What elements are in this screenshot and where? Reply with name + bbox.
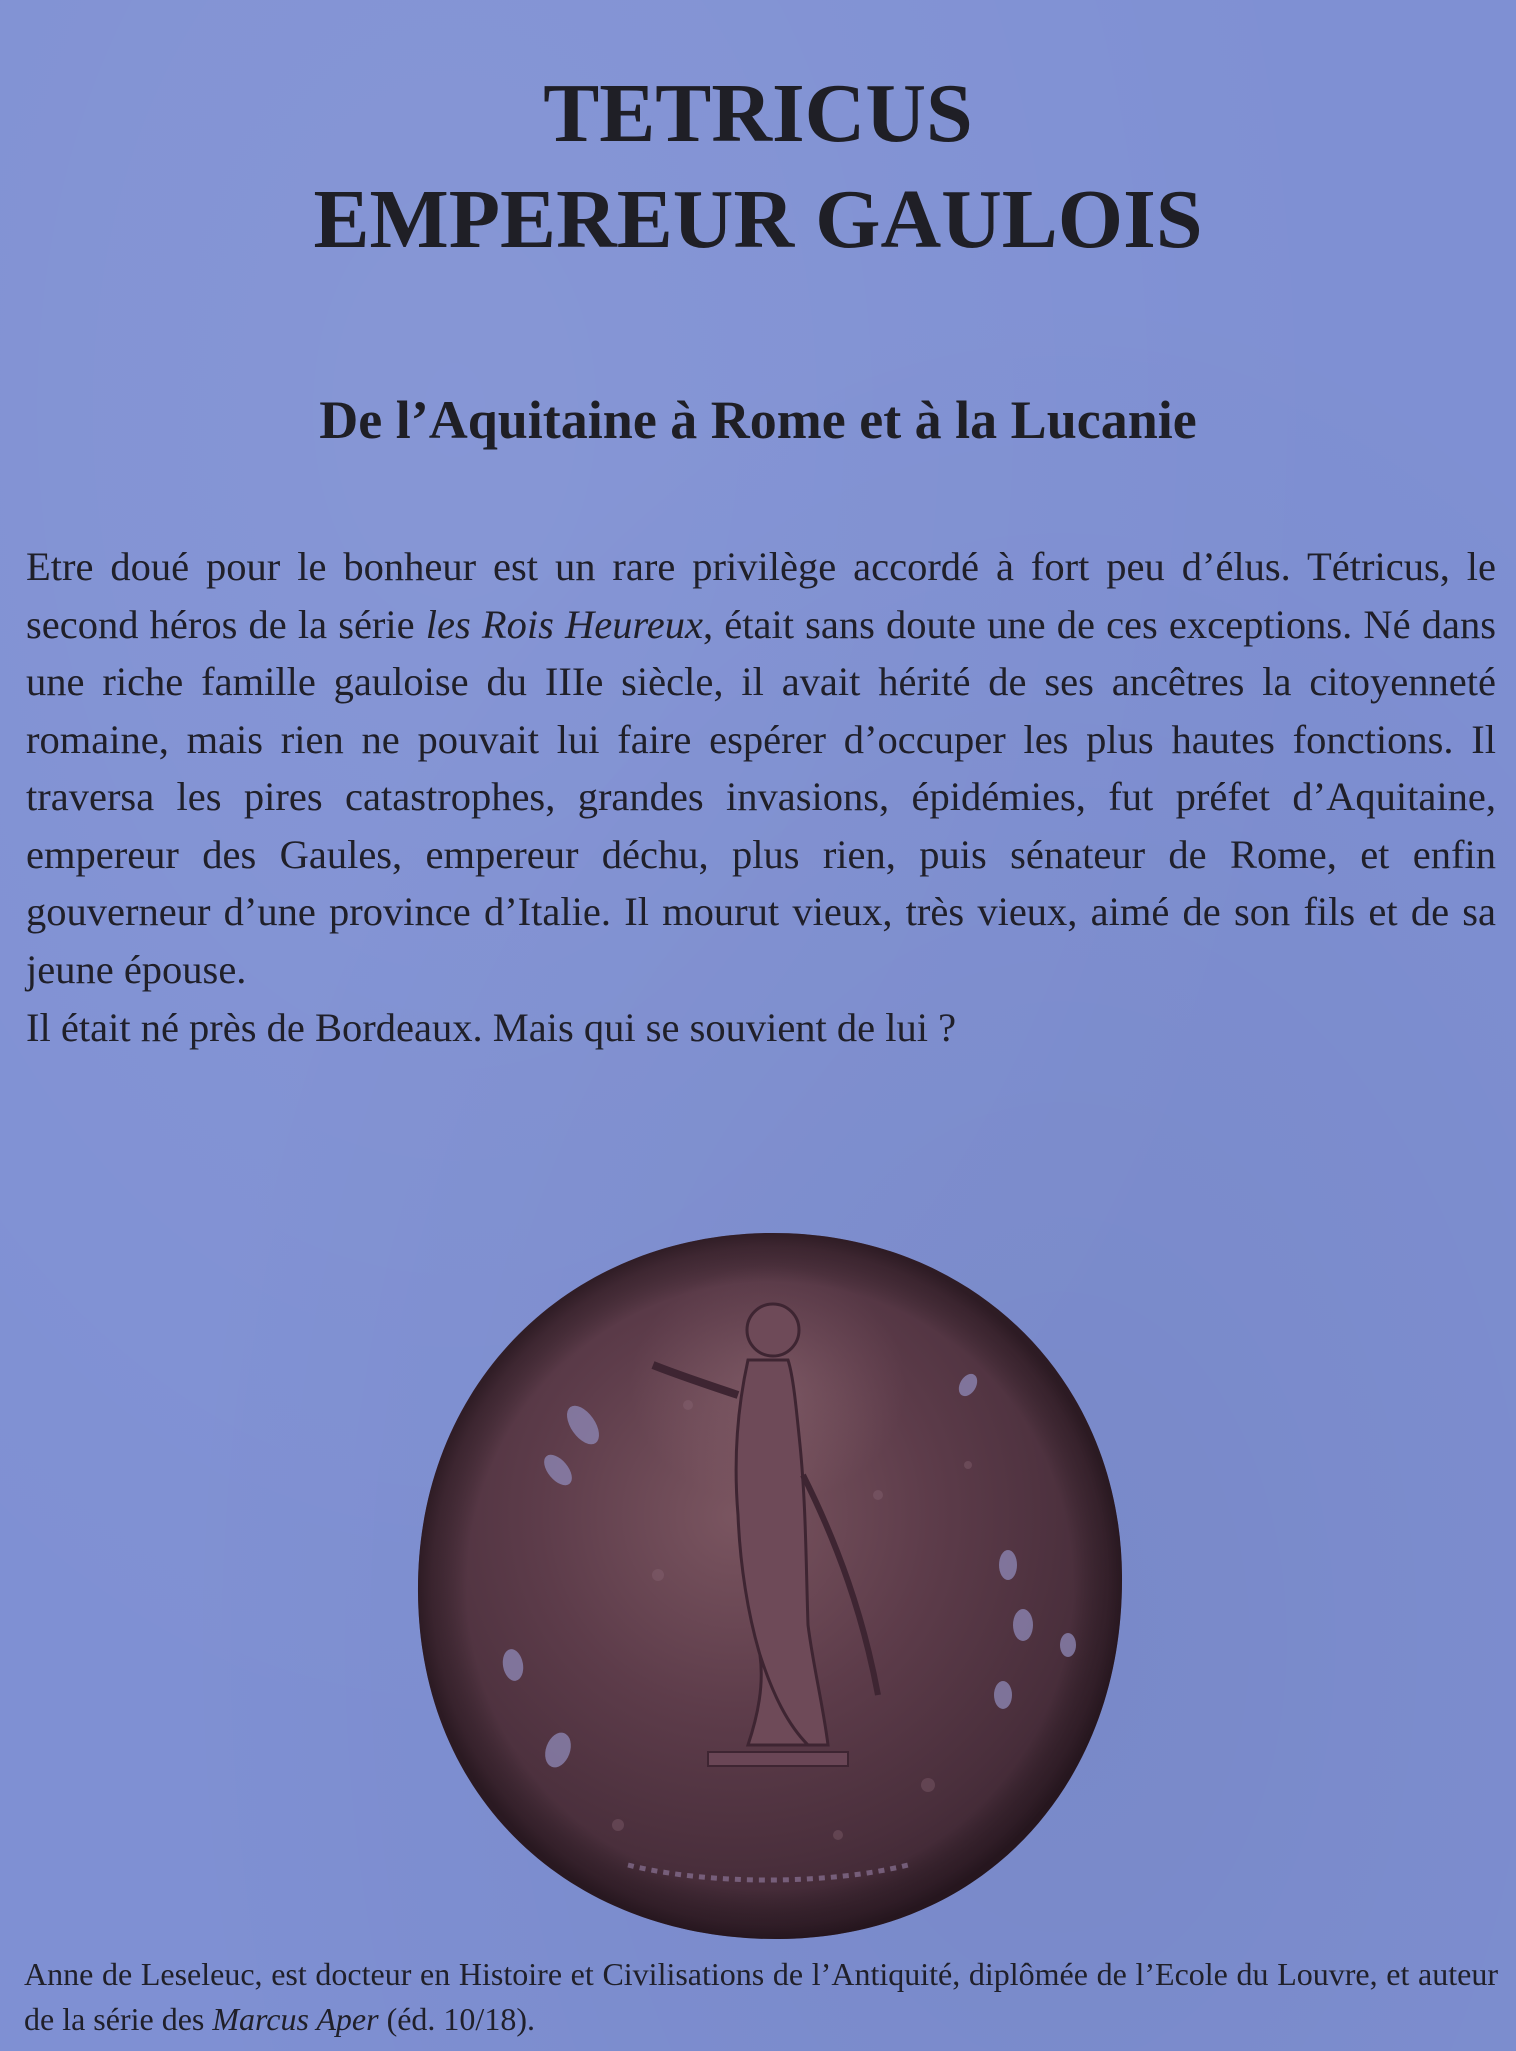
author-note (24, 1952, 1498, 2042)
subtitle: De l’Aquitaine à Rome et à la Lucanie (319, 390, 1197, 450)
blurb-paragraph-2: Il était né près de Bordeaux. Mais qui se souvient de lui ? (26, 1005, 957, 1050)
author-text-end: (éd. 10/18). (378, 2001, 535, 2037)
roman-coin-image (408, 1225, 1130, 1947)
author-text-start: Anne de Leseleuc, est docteur en Histoire et Civilisations de l’Antiquité, diplômée de l’Ecole du Louvre, et auteur de la série des (24, 1956, 1498, 2037)
blurb-text-end: , était sans doute une de ces exceptions. Né dans une riche famille gauloise du IIIe siècle, il avait hérité de ses ancêtres la citoyenneté romaine, mais rien ne pouvait lui faire espérer d’occuper les plus hautes fonctions. Il traversa les pires catastrophes, grandes invasions, épidémies, fut préfet d’Aquitaine, empereur des Gaules, empereur déchu, plus rien, puis sénateur de Rome, et enfin gouverneur d’une province d’Italie. Il mourut vieux, très vieux, aimé de son fils et de sa jeune épouse. (26, 601, 1496, 992)
author-series-title: Marcus Aper (212, 2001, 379, 2037)
title-line-1: TETRICUS (543, 67, 973, 160)
blurb-text-start: Etre doué pour le bonheur est un rare privilège accordé à fort peu d’élus. Tétricus, le second héros de la série (26, 544, 1496, 647)
blurb (26, 538, 1496, 1057)
title-line-2: EMPEREUR GAULOIS (313, 173, 1203, 266)
coin-illustration (408, 1225, 1130, 1947)
series-title: les Rois Heureux (425, 601, 703, 647)
blurb-paragraph-1 (26, 538, 1496, 998)
author-paragraph (24, 1952, 1498, 2042)
